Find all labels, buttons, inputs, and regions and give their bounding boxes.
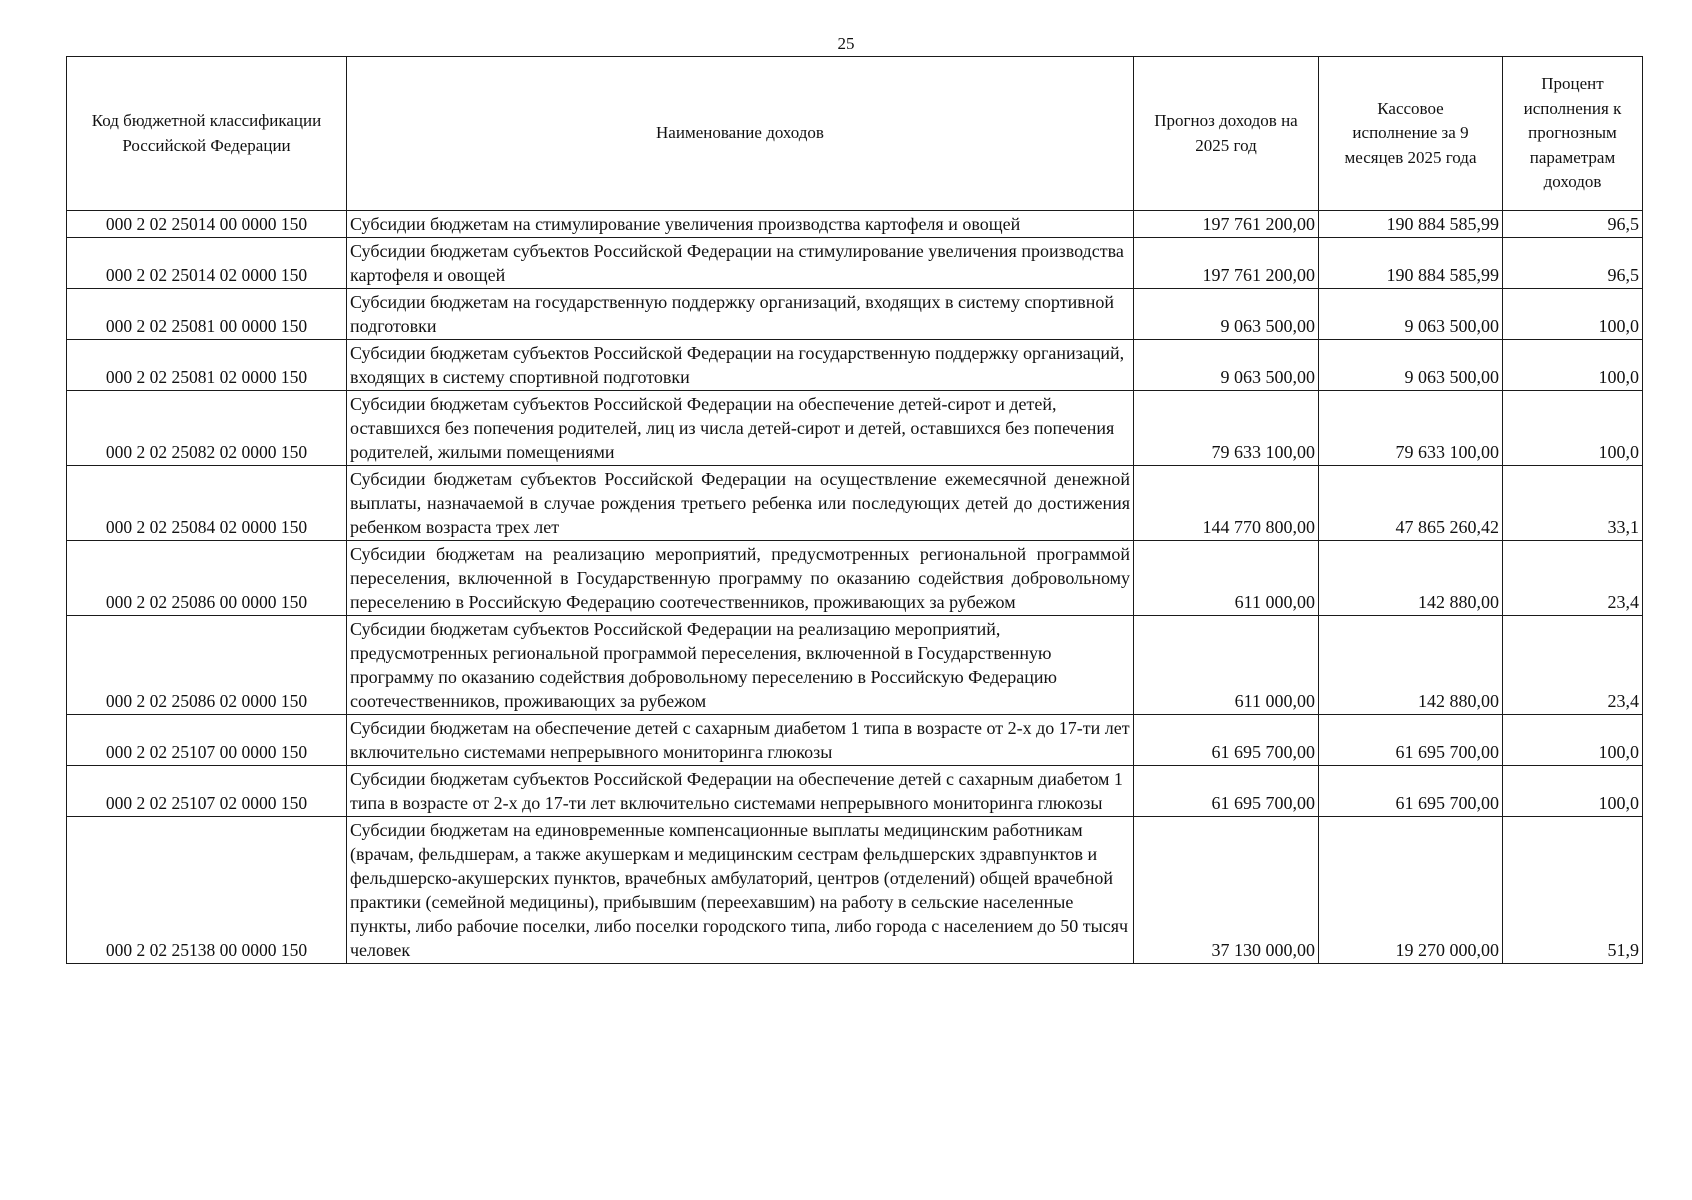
- table-row: [67, 340, 1643, 391]
- row-percent: 33,1: [1503, 466, 1643, 541]
- row-code: 000 2 02 25086 00 0000 150: [67, 541, 347, 616]
- header-forecast: Прогноз доходов на 2025 год: [1134, 57, 1319, 211]
- table-row: [67, 211, 1643, 238]
- row-percent: 100,0: [1503, 715, 1643, 766]
- row-code: 000 2 02 25014 00 0000 150: [67, 211, 347, 238]
- table-row: [67, 466, 1643, 541]
- row-forecast: 61 695 700,00: [1134, 766, 1319, 817]
- row-execution: 61 695 700,00: [1319, 715, 1503, 766]
- row-forecast: 197 761 200,00: [1134, 211, 1319, 238]
- row-forecast: 61 695 700,00: [1134, 715, 1319, 766]
- table-row: [67, 391, 1643, 466]
- table-row: [67, 766, 1643, 817]
- row-execution: 142 880,00: [1319, 541, 1503, 616]
- row-code: 000 2 02 25081 02 0000 150: [67, 340, 347, 391]
- row-code: 000 2 02 25107 00 0000 150: [67, 715, 347, 766]
- row-code: 000 2 02 25014 02 0000 150: [67, 238, 347, 289]
- table-row: [67, 541, 1643, 616]
- table-header-row: [67, 57, 1643, 211]
- row-forecast: 9 063 500,00: [1134, 340, 1319, 391]
- revenue-table: [66, 56, 1643, 964]
- row-percent: 51,9: [1503, 817, 1643, 964]
- row-percent: 96,5: [1503, 211, 1643, 238]
- row-name: Субсидии бюджетам субъектов Российской Федерации на обеспечение детей-сирот и детей, оставшихся без попечения родителей, лиц из числа детей-сирот и детей, оставшихся без попечения родителей, жилыми помещениями: [347, 391, 1134, 466]
- row-code: 000 2 02 25086 02 0000 150: [67, 616, 347, 715]
- row-percent: 100,0: [1503, 766, 1643, 817]
- row-percent: 23,4: [1503, 541, 1643, 616]
- row-name: Субсидии бюджетам субъектов Российской Федерации на стимулирование увеличения производства картофеля и овощей: [347, 238, 1134, 289]
- header-name: Наименование доходов: [347, 57, 1134, 211]
- row-name: Субсидии бюджетам на государственную поддержку организаций, входящих в систему спортивной подготовки: [347, 289, 1134, 340]
- row-execution: 9 063 500,00: [1319, 340, 1503, 391]
- table-row: [67, 289, 1643, 340]
- row-execution: 79 633 100,00: [1319, 391, 1503, 466]
- row-percent: 100,0: [1503, 391, 1643, 466]
- row-name: Субсидии бюджетам субъектов Российской Федерации на реализацию мероприятий, предусмотренных региональной программой переселения, включенной в Государственную программу по оказанию содействия добровольному переселению в Российскую Федерацию соотечественников, проживающих за рубежом: [347, 616, 1134, 715]
- row-name: Субсидии бюджетам на реализацию мероприятий, предусмотренных региональной программой переселения, включенной в Государственную программу по оказанию содействия добровольному переселению в Российскую Федерацию соотечественников, проживающих за рубежом: [347, 541, 1134, 616]
- row-code: 000 2 02 25138 00 0000 150: [67, 817, 347, 964]
- row-code: 000 2 02 25081 00 0000 150: [67, 289, 347, 340]
- row-execution: 19 270 000,00: [1319, 817, 1503, 964]
- row-code: 000 2 02 25107 02 0000 150: [67, 766, 347, 817]
- row-forecast: 37 130 000,00: [1134, 817, 1319, 964]
- row-execution: 190 884 585,99: [1319, 211, 1503, 238]
- row-code: 000 2 02 25084 02 0000 150: [67, 466, 347, 541]
- row-name: Субсидии бюджетам субъектов Российской Федерации на осуществление ежемесячной денежной выплаты, назначаемой в случае рождения третьего ребенка или последующих детей до достижения ребенком возраста трех лет: [347, 466, 1134, 541]
- row-forecast: 611 000,00: [1134, 541, 1319, 616]
- row-name: Субсидии бюджетам на стимулирование увеличения производства картофеля и овощей: [347, 211, 1134, 238]
- row-percent: 96,5: [1503, 238, 1643, 289]
- table-row: [67, 616, 1643, 715]
- table-row: [67, 238, 1643, 289]
- header-execution: Кассовое исполнение за 9 месяцев 2025 года: [1319, 57, 1503, 211]
- row-name: Субсидии бюджетам субъектов Российской Федерации на государственную поддержку организаций, входящих в систему спортивной подготовки: [347, 340, 1134, 391]
- row-execution: 142 880,00: [1319, 616, 1503, 715]
- row-execution: 47 865 260,42: [1319, 466, 1503, 541]
- row-percent: 100,0: [1503, 289, 1643, 340]
- row-execution: 190 884 585,99: [1319, 238, 1503, 289]
- page-number: 25: [837, 34, 855, 53]
- row-code: 000 2 02 25082 02 0000 150: [67, 391, 347, 466]
- row-name: Субсидии бюджетам на обеспечение детей с сахарным диабетом 1 типа в возрасте от 2-х до 17-ти лет включительно системами непрерывного мониторинга глюкозы: [347, 715, 1134, 766]
- row-forecast: 611 000,00: [1134, 616, 1319, 715]
- row-forecast: 144 770 800,00: [1134, 466, 1319, 541]
- row-forecast: 9 063 500,00: [1134, 289, 1319, 340]
- row-forecast: 79 633 100,00: [1134, 391, 1319, 466]
- header-percent: Процент исполнения к прогнозным параметрам доходов: [1503, 57, 1643, 211]
- row-forecast: 197 761 200,00: [1134, 238, 1319, 289]
- table-row: [67, 817, 1643, 964]
- row-name: Субсидии бюджетам субъектов Российской Федерации на обеспечение детей с сахарным диабетом 1 типа в возрасте от 2-х до 17-ти лет включительно системами непрерывного мониторинга глюкозы: [347, 766, 1134, 817]
- table-row: [67, 715, 1643, 766]
- row-execution: 9 063 500,00: [1319, 289, 1503, 340]
- row-execution: 61 695 700,00: [1319, 766, 1503, 817]
- row-percent: 100,0: [1503, 340, 1643, 391]
- header-code: Код бюджетной классификации Российской Федерации: [67, 57, 347, 211]
- row-name: Субсидии бюджетам на единовременные компенсационные выплаты медицинским работникам (врачам, фельдшерам, а также акушеркам и медицинским сестрам фельдшерских здравпунктов и фельдшерско-акушерских пунктов, врачебных амбулаторий, центров (отделений) общей врачебной практики (семейной медицины), прибывшим (переехавшим) на работу в сельские населенные пункты, либо рабочие поселки, либо поселки городского типа, либо города с населением до 50 тысяч человек: [347, 817, 1134, 964]
- row-percent: 23,4: [1503, 616, 1643, 715]
